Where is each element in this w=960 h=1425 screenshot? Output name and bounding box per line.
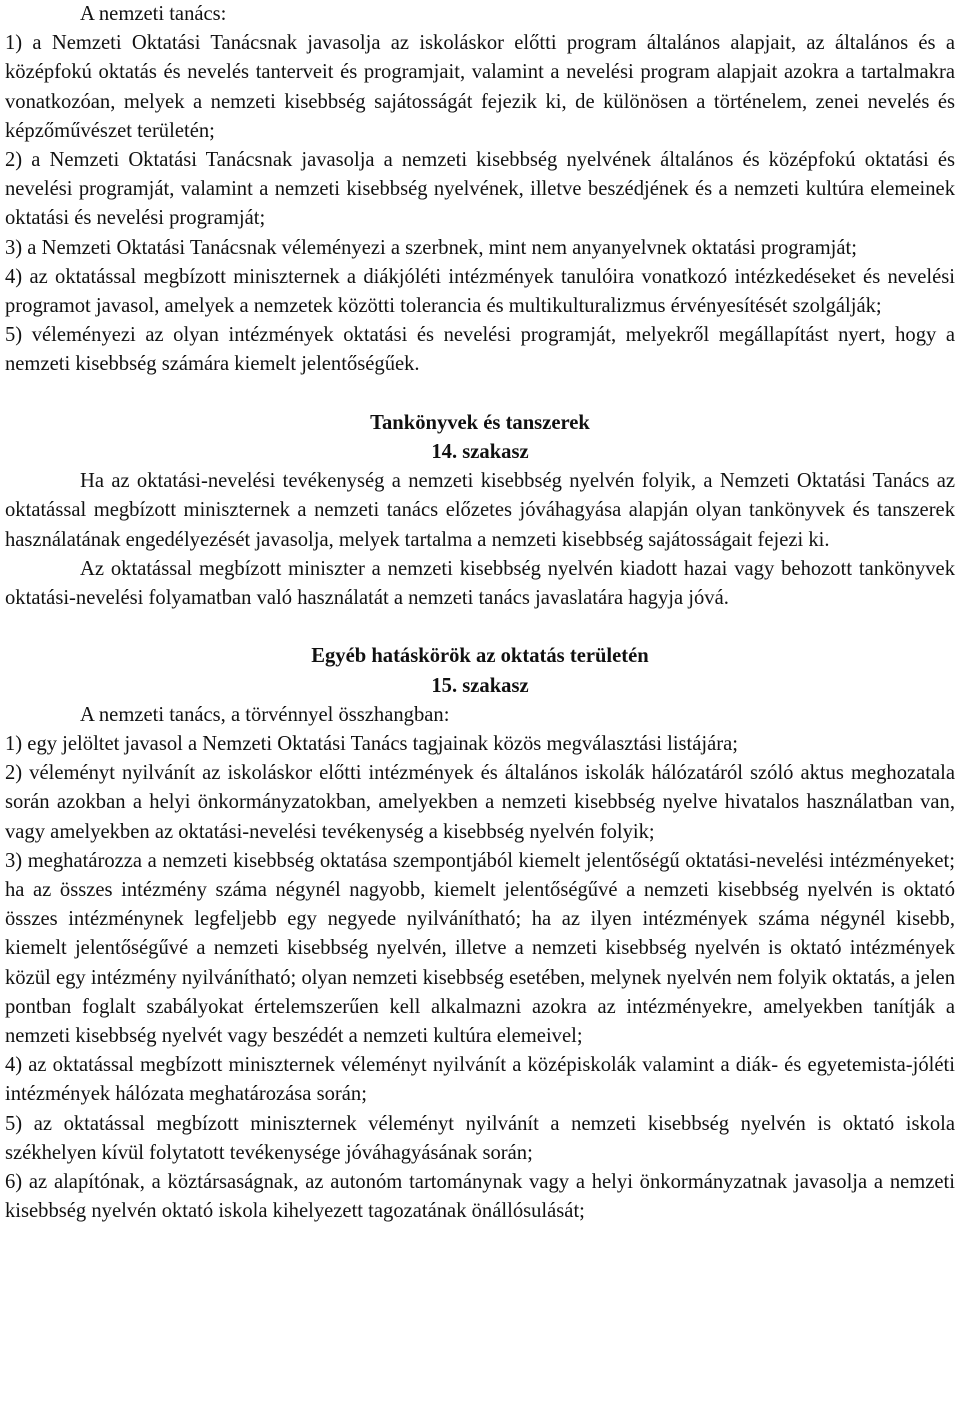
section-14-paragraph-2: Az oktatással megbízott miniszter a nemzeti kisebbség nyelvén kiadott hazai vagy behozott tankönyvek oktatási-nevelési folyamatban való használatát a nemzeti tanács javaslatára hagyja jóvá. [5,557,955,610]
section-14-number: 14. szakasz [431,441,529,464]
section-15-item-4: 4) az oktatással megbízott miniszternek véleményt nyilvánít a középiskolák valamint a diák- és egyetemista-jóléti intézmények hálózata meghatározása során; [5,1054,955,1106]
section-15-heading: Egyéb hatáskörök az oktatás területén [311,645,649,668]
section-15-number: 15. szakasz [431,674,529,697]
section-15-item-2: 2) véleményt nyilvánít az iskoláskor előtti intézmények és általános iskolák hálózatáról szóló aktus meghozatala során azokban a helyi önkormányzatokban, amelyekben a nemzeti kisebbség nyelve hivatalos használatban van, vagy amelyekben az oktatási-nevelési tevékenység a kisebbség nyelvén folyik; [5,762,955,843]
section-15-item-3: 3) meghatározza a nemzeti kisebbség oktatása szempontjából kiemelt jelentőségű oktatási-nevelési intézményeket; ha az összes intézmény száma négynél nagyobb, kiemelt jelentőségűvé a nemzeti kisebbség nyelvén is oktató összes intézménynek legfeljebb egy negyede nyilvánítható; ha az ilyen intézmények száma négynél kisebb, kiemelt jelentőségűvé a nemzeti kisebbség nyelvén, illetve a nemzeti kisebbség nyelvén is oktató intézmények közül egy intézmény nyilvánítható; olyan nemzeti kisebbség esetében, melynek nyelvén nem folyik oktatás, a jelen pontban foglalt szabályokat értelemszerűen kell alkalmazni azokra az intézményekre, amelyekben tanítják a nemzeti kisebbség nyelvét vagy beszédét a nemzeti kultúra elemeivel; [5,849,955,1048]
section-15-item-5: 5) az oktatással megbízott miniszternek véleményt nyilvánít a nemzeti kisebbség nyelvén is oktató iskola székhelyen kívül folytatott tevékenysége jóváhagyásának során; [5,1112,955,1164]
block1-item-1: 1) a Nemzeti Oktatási Tanácsnak javasolja az iskoláskor előtti program általános alapjait, az általános és a középfokú oktatás és nevelés tanterveit és programjait, valamint a nevelési program alapjait azokra a tartalmakra vonatkozóan, melyek a nemzeti kisebbség sajátosságát fejezik ki, de különösen a történelem, zenei nevelés és képzőművészet területén; [5,32,955,142]
section-15-item-6: 6) az alapítónak, a köztársaságnak, az autonóm tartománynak vagy a helyi önkormányzatnak javasolja a nemzeti kisebbség nyelvén oktató iskola kihelyezett tagozatának önállósulását; [5,1171,955,1223]
block1-intro: A nemzeti tanács: [80,3,227,25]
section-15-item-1: 1) egy jelöltet javasol a Nemzeti Oktatási Tanács tagjainak közös megválasztási listájára; [5,733,738,756]
document-page [5,0,955,1227]
spacer [5,380,955,409]
block1-item-3: 3) a Nemzeti Oktatási Tanácsnak véleményezi a szerbnek, mint nem anyanyelvnek oktatási programját; [5,236,857,259]
block1-item-5: 5) véleményezi az olyan intézmények oktatási és nevelési programját, melyekről megállapítást nyert, hogy a nemzeti kisebbség számára kiemelt jelentőségűek. [5,324,955,376]
section-14-paragraph-1: Ha az oktatási-nevelési tevékenység a nemzeti kisebbség nyelvén folyik, a Nemzeti Oktatási Tanács az oktatással megbízott miniszternek a nemzeti tanács előzetes jóváhagyása alapján olyan tankönyvek és tanszerek használatának engedélyezését javasolja, melyek tartalma a nemzeti kisebbség sajátosságait fejezi ki. [5,470,955,551]
block1-item-2: 2) a Nemzeti Oktatási Tanácsnak javasolja a nemzeti kisebbség nyelvének általános és középfokú oktatási és nevelési programját, valamint a nemzeti kisebbség nyelvének, illetve beszédjének és a nemzeti kultúra elemeinek oktatási és nevelési programját; [5,149,955,230]
spacer [5,613,955,642]
section-15-intro: A nemzeti tanács, a törvénnyel összhangban: [80,703,450,726]
block1-item-4: 4) az oktatással megbízott miniszternek a diákjóléti intézmények tanulóira vonatkozó intézkedéseket és nevelési programot javasol, amelyek a nemzetek közötti tolerancia és multikulturalizmus érvényesítését szolgálják; [5,265,955,318]
section-14-heading: Tankönyvek és tanszerek [370,411,590,434]
